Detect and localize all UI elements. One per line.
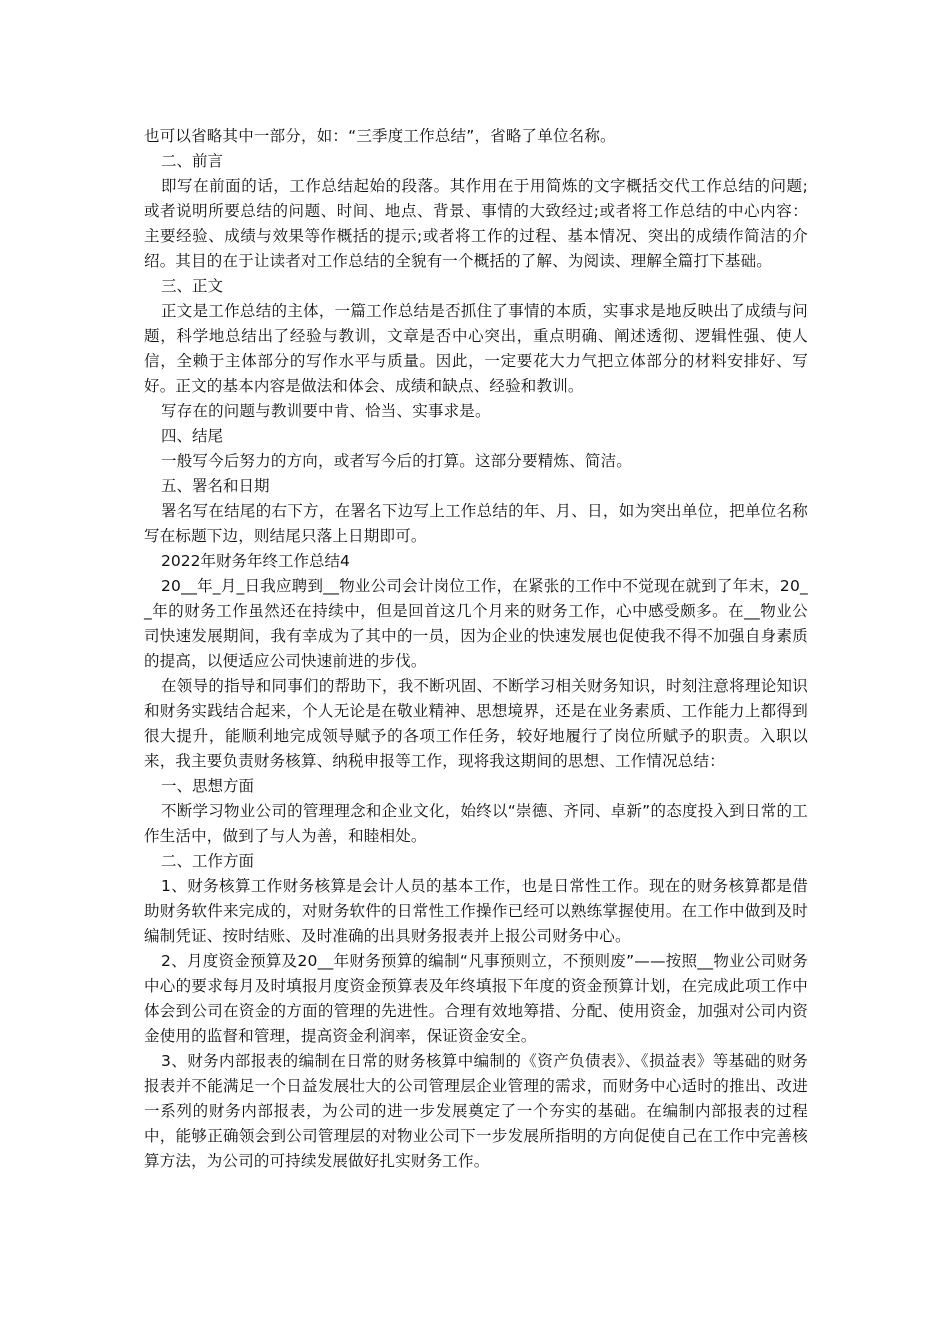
paragraph-summary: 在领导的指导和同事们的帮助下，我不断巩固、不断学习相关财务知识，时刻注意将理论知识和财务实践结合起来，个人无论是在敬业精神、思想境界，还是在业务素质、工作能力上都得到很大提升，能顺利地完成领导赋予的各项工作任务，较好地履行了岗位所赋予的职责。入职以来，我主要负责财务核算、纳税申报等工作，现将我这期间的思想、工作情况总结： bbox=[144, 677, 808, 770]
paragraph-body-problems: 写存在的问题与教训要中肯、恰当、实事求是。 bbox=[161, 402, 491, 420]
paragraph-signature: 署名写在结尾的右下方，在署名下边写上工作总结的年、月、日，如为突出单位，把单位名称写在标题下边，则结尾只落上日期即可。 bbox=[144, 502, 808, 545]
paragraph-body: 正文是工作总结的主体，一篇工作总结是否抓住了事情的本质，实事求是地反映出了成绩与问题，科学地总结出了经验与教训，文章是否中心突出，重点明确、阐述透彻、逻辑性强、使人信，全赖于主体部分的写作水平与质量。因此，一定要花大力气把立体部分的材料安排好、写好。正文的基本内容是做法和体会、成绩和缺点、经验和教训。 bbox=[144, 302, 808, 395]
article-title: 2022年财务年终工作总结4 bbox=[161, 552, 350, 570]
paragraph-work-item-1: 1、财务核算工作财务核算是会计人员的基本工作，也是日常性工作。现在的财务核算都是借助财务软件来完成的，对财务软件的日常性工作操作已经可以熟练掌握使用。在工作中做到及时编制凭证、按时结账、及时准确的出具财务报表并上报公司财务中心。 bbox=[144, 877, 808, 945]
paragraph-ending: 一般写今后努力的方向，或者写今后的打算。这部分要精炼、简洁。 bbox=[161, 452, 633, 470]
paragraph-work-item-3: 3、财务内部报表的编制在日常的财务核算中编制的《资产负债表》、《损益表》等基础的财务报表并不能满足一个日益发展壮大的公司管理层企业管理的需求，而财务中心适时的推出、改进一系列的财务内部报表，为公司的进一步发展奠定了一个夯实的基础。在编制内部报表的过程中，能够正确领会到公司管理层的对物业公司下一步发展所指明的方向促使自己在工作中完善核算方法，为公司的可持续发展做好扎实财务工作。 bbox=[144, 1052, 808, 1170]
section-heading-work: 二、工作方面 bbox=[161, 852, 255, 870]
section-heading-preface: 二、前言 bbox=[161, 152, 224, 170]
paragraph-continuation: 也可以省略其中一部分，如：“三季度工作总结”，省略了单位名称。 bbox=[144, 127, 616, 145]
section-heading-signature: 五、署名和日期 bbox=[161, 477, 270, 495]
paragraph-intro: 20__年_月_日我应聘到__物业公司会计岗位工作，在紧张的工作中不觉现在就到了年末，20__年的财务工作虽然还在持续中，但是回首这几个月来的财务工作，心中感受颇多。在__物业公司快速发展期间，我有幸成为了其中的一员，因为企业的快速发展也促使我不得不加强自身素质的提高，以便适应公司快速前进的步伐。 bbox=[144, 577, 808, 670]
paragraph-work-item-2: 2、月度资金预算及20__年财务预算的编制“凡事预则立，不预则废”——按照__物业公司财务中心的要求每月及时填报月度资金预算表及年终填报下年度的资金预算计划，在完成此项工作中体会到公司在资金的方面的管理的先进性。合理有效地筹措、分配、使用资金，加强对公司内资金使用的监督和管理，提高资金利润率，保证资金安全。 bbox=[144, 952, 808, 1045]
section-heading-ending: 四、结尾 bbox=[161, 427, 224, 445]
paragraph-thought: 不断学习物业公司的管理理念和企业文化，始终以“崇德、齐同、卓新”的态度投入到日常的工作生活中，做到了与人为善，和睦相处。 bbox=[144, 802, 808, 845]
section-heading-body: 三、正文 bbox=[161, 277, 224, 295]
section-heading-thought: 一、思想方面 bbox=[161, 777, 255, 795]
document-page bbox=[144, 124, 808, 1174]
paragraph-preface: 即写在前面的话，工作总结起始的段落。其作用在于用简炼的文字概括交代工作总结的问题;或者说明所要总结的问题、时间、地点、背景、事情的大致经过;或者将工作总结的中心内容：主要经验、成绩与效果等作概括的提示;或者将工作的过程、基本情况、突出的成绩作简洁的介绍。其目的在于让读者对工作总结的全貌有一个概括的了解、为阅读、理解全篇打下基础。 bbox=[144, 177, 808, 270]
